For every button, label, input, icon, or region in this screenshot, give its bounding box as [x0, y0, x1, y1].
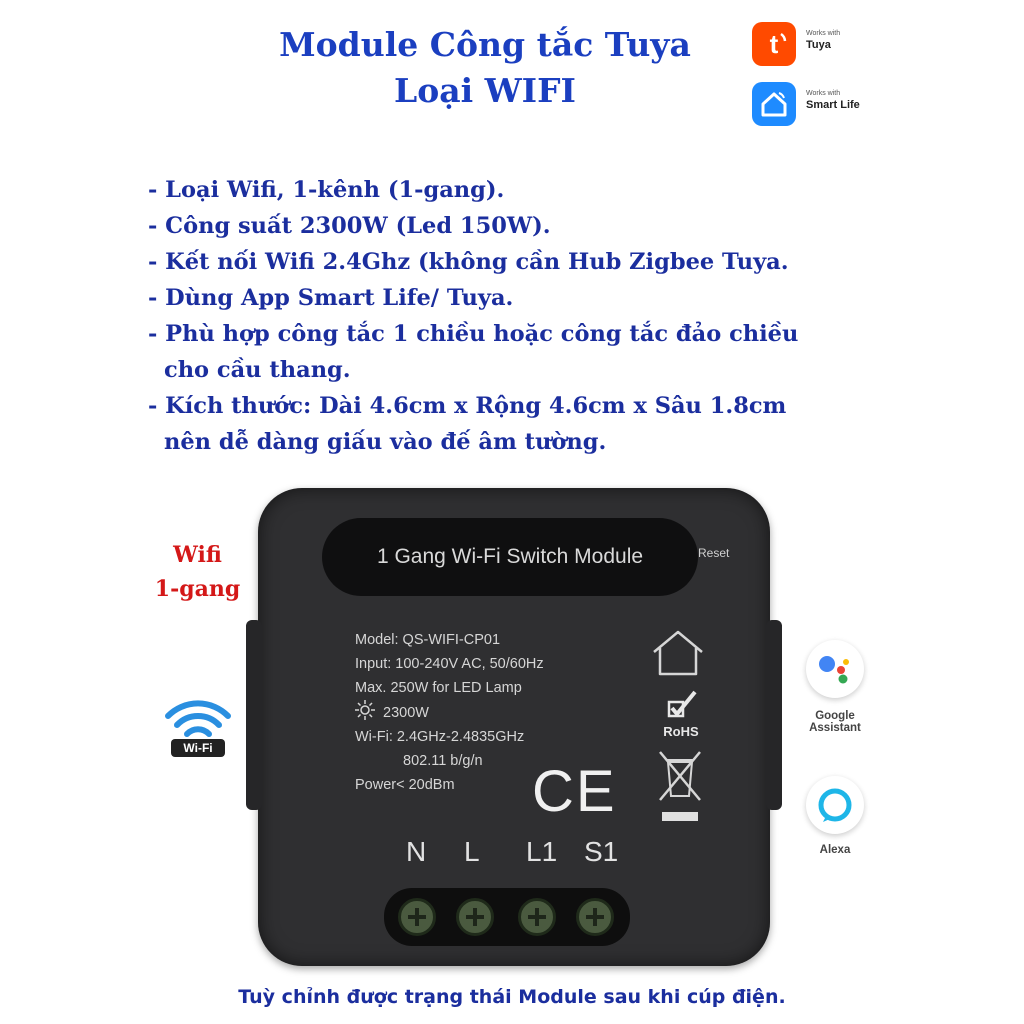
google-assistant-icon [806, 640, 864, 698]
title-line-2: Loại WIFI [394, 71, 576, 110]
device-power: 2300W [383, 705, 429, 721]
device-left-ear [246, 620, 262, 810]
google-assistant-label [796, 710, 874, 734]
terminal-label-l1: L1 [526, 836, 558, 867]
rohs-mark [654, 690, 708, 739]
wifi-gang-label [150, 538, 245, 606]
spec-line: - Công suất 2300W (Led 150W). [148, 213, 551, 239]
switch-module-device [258, 488, 770, 966]
tuya-works-with: Works with [806, 30, 841, 37]
spec-line: cho cầu thang. [164, 357, 351, 383]
google-assistant-label-2: Assistant [809, 722, 861, 734]
wifi-logo-icon [160, 688, 236, 764]
spec-line: - Loại Wifi, 1-kênh (1-gang). [148, 177, 505, 203]
tuya-badge [752, 22, 892, 72]
title-line-1: Module Công tắc Tuya [279, 25, 691, 64]
device-right-ear [766, 620, 782, 810]
terminal-block [384, 888, 630, 946]
smart-life-app-icon [752, 82, 796, 126]
svg-text:t: t [769, 29, 779, 59]
sun-icon [355, 700, 383, 725]
smart-life-name: Smart Life [806, 99, 860, 111]
device-wifi: Wi-Fi: 2.4GHz-2.4835GHz [355, 729, 525, 745]
wifi-label-line-1: Wifi [173, 542, 222, 568]
spec-line: - Phù hợp công tắc 1 chiều hoặc công tắc đảo chiều [148, 321, 799, 347]
wifi-logo-text: Wi-Fi [183, 741, 213, 755]
ce-mark: CE [532, 759, 617, 824]
reset-label: Reset [698, 546, 730, 560]
tuya-name: Tuya [806, 39, 831, 51]
google-assistant-label-1: Google [815, 710, 855, 722]
device-max: Max. 250W for LED Lamp [355, 680, 522, 696]
device-tx-power: Power< 20dBm [355, 777, 455, 793]
device-power-row [355, 700, 544, 725]
device-label-pill: 1 Gang Wi-Fi Switch Module [322, 518, 698, 596]
spec-line: - Dùng App Smart Life/ Tuya. [148, 285, 514, 311]
terminal-screw-icon [398, 898, 436, 936]
page-title [230, 22, 740, 114]
weee-bin-icon [656, 748, 704, 832]
device-model: Model: QS-WIFI-CP01 [355, 632, 501, 648]
terminal-label-s1: S1 [584, 836, 619, 867]
smart-life-works-with: Works with [806, 90, 841, 97]
rohs-check-icon [661, 690, 701, 720]
alexa-icon [806, 776, 864, 834]
spec-line: - Kích thước: Dài 4.6cm x Rộng 4.6cm x Sâu 1.8cm [148, 393, 787, 419]
device-input: Input: 100-240V AC, 50/60Hz [355, 656, 544, 672]
bottom-caption: Tuỳ chỉnh được trạng thái Module sau khi cúp điện. [238, 986, 786, 1008]
tuya-app-icon [752, 22, 796, 66]
device-standard: 802.11 b/g/n [403, 753, 483, 769]
spec-line: nên dễ dàng giấu vào đế âm tường. [164, 429, 607, 455]
wifi-label-line-2: 1-gang [154, 576, 241, 602]
terminal-screw-icon [518, 898, 556, 936]
spec-list [148, 172, 868, 460]
rohs-text: RoHS [663, 724, 699, 739]
terminal-screw-icon [576, 898, 614, 936]
terminal-label-n: N [406, 836, 427, 867]
terminal-label-l: L [464, 836, 480, 867]
alexa-label: Alexa [819, 844, 851, 856]
spec-line: - Kết nối Wifi 2.4Ghz (không cần Hub Zigbee Tuya. [148, 249, 789, 275]
smart-life-badge [752, 82, 892, 132]
house-icon [650, 628, 706, 682]
device-spec-text [355, 628, 544, 797]
terminal-screw-icon [456, 898, 494, 936]
